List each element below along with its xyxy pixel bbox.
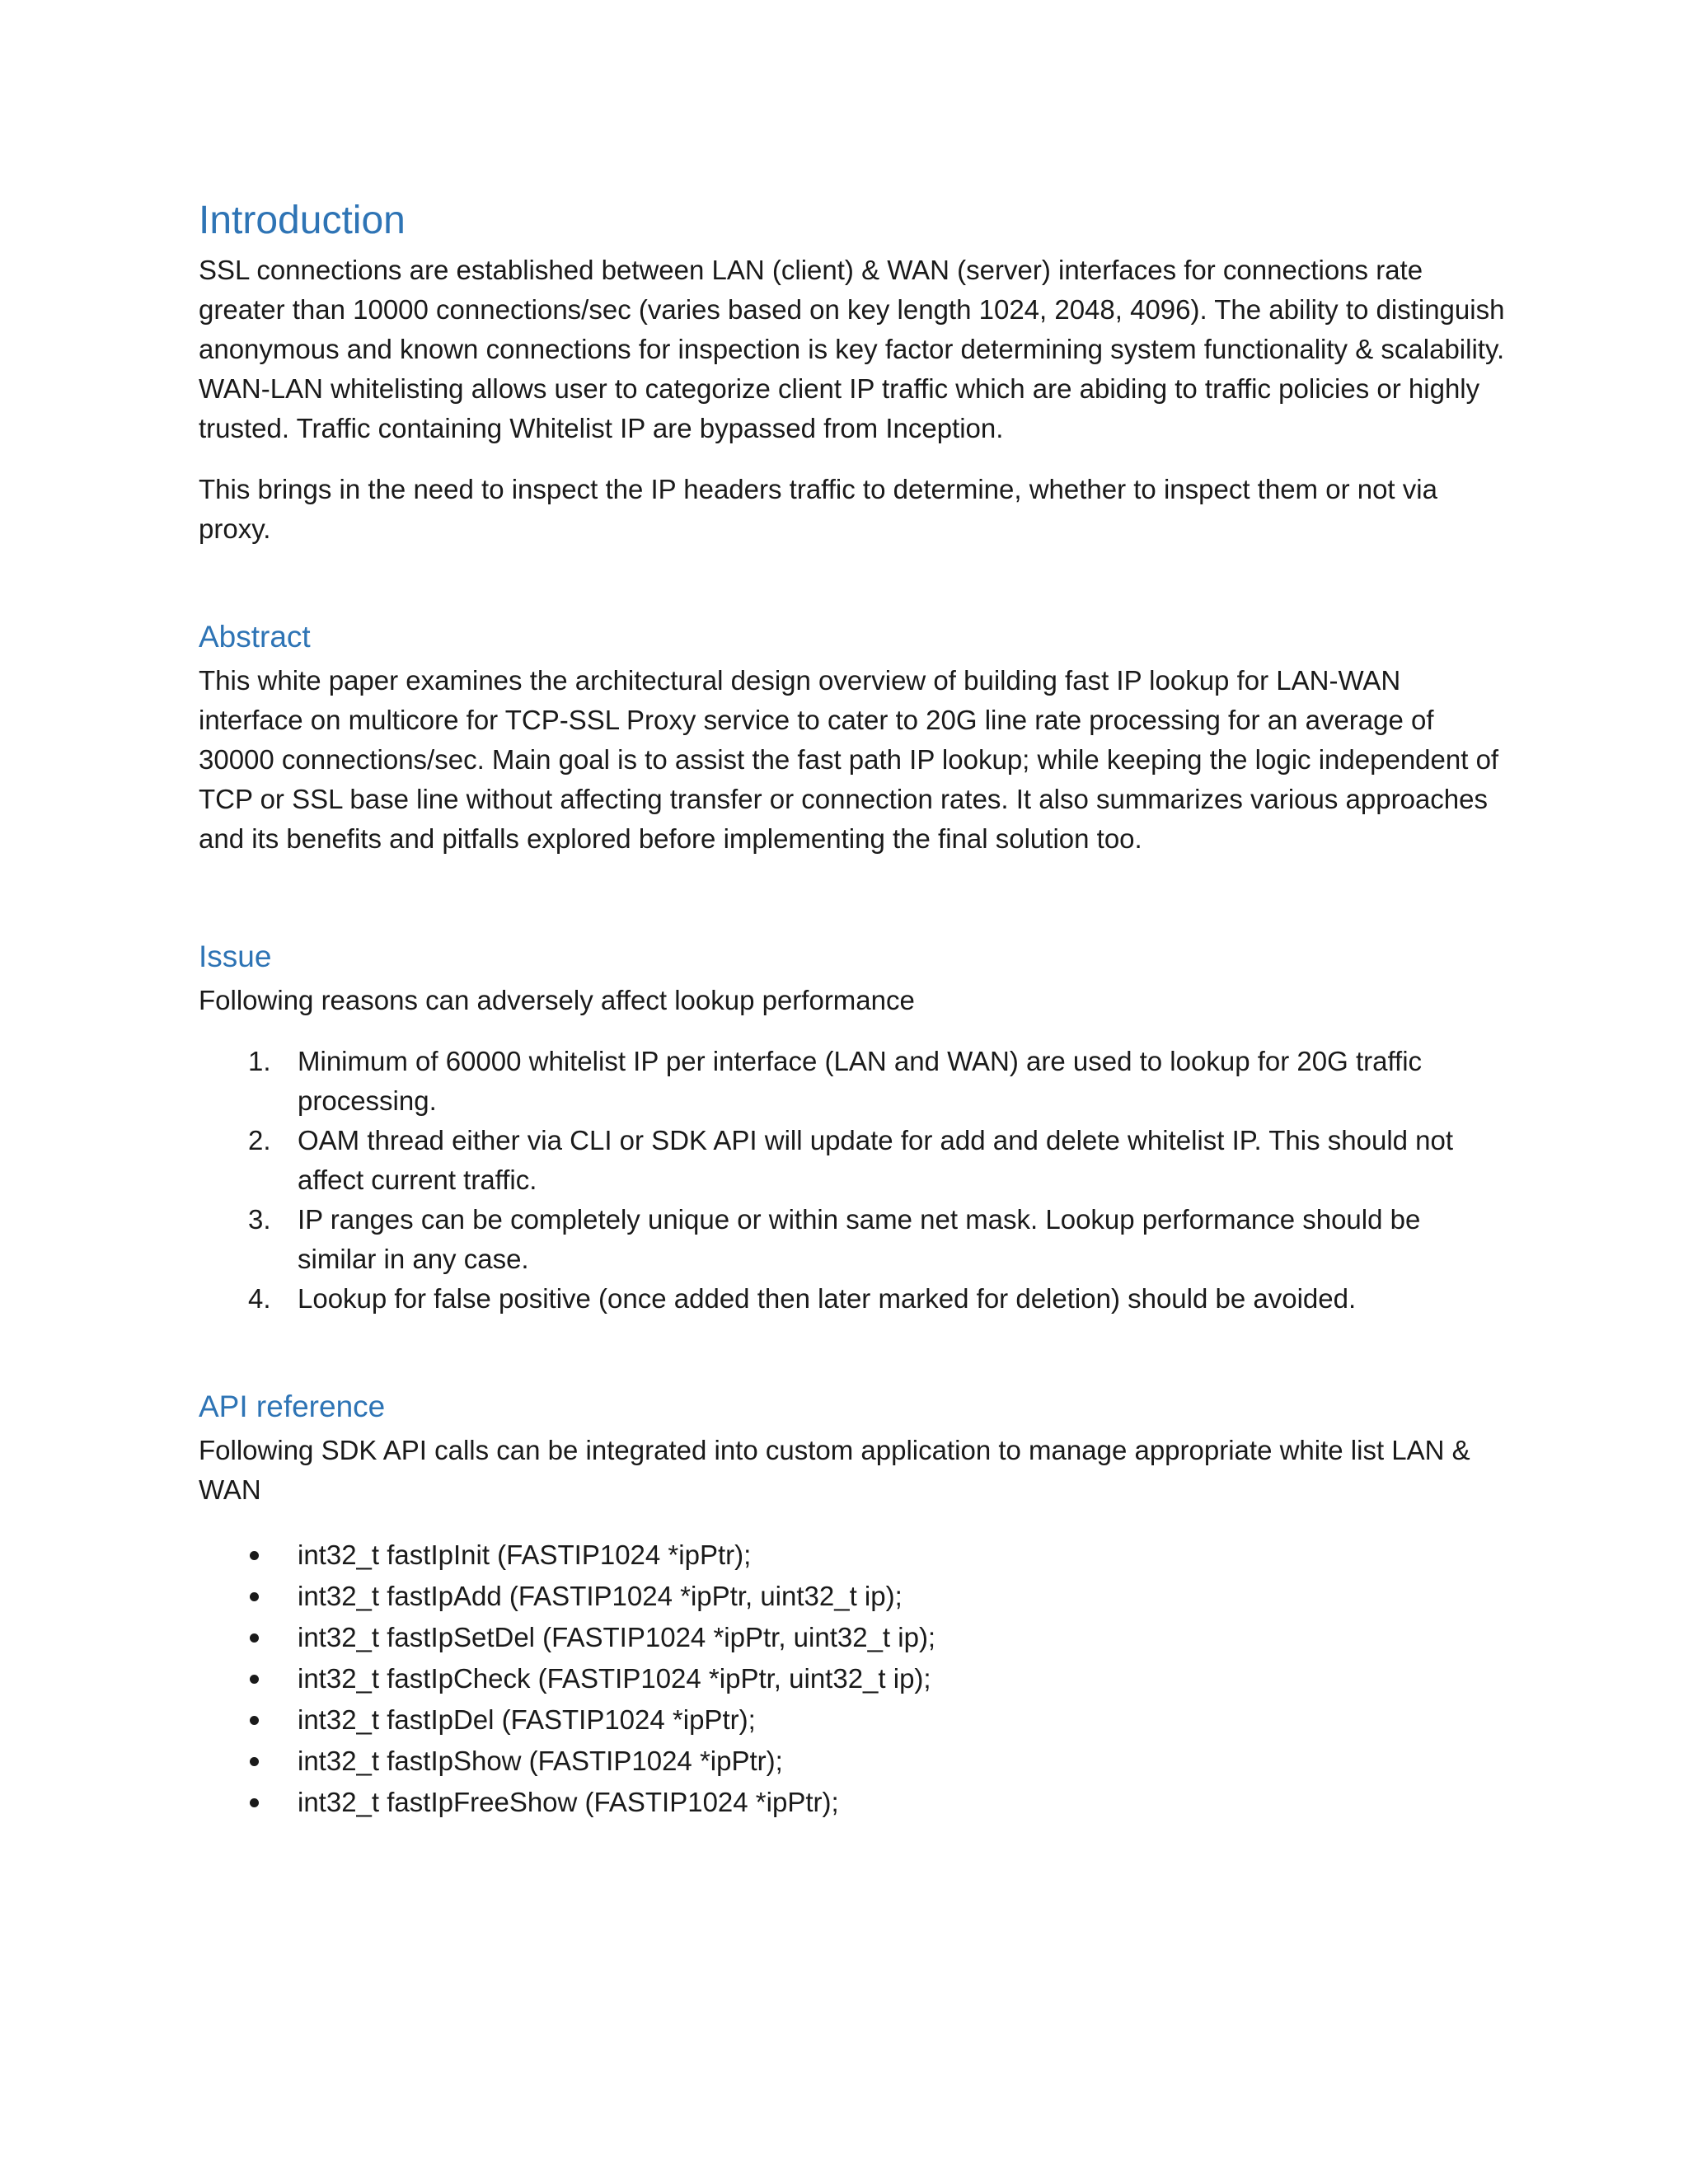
api-list-item <box>199 1658 1505 1699</box>
abstract-heading: Abstract <box>199 620 311 654</box>
api-list <box>199 1535 1505 1823</box>
issue-list <box>199 1042 1505 1319</box>
api-list-item <box>199 1576 1505 1617</box>
api-signature: int32_t fastIpFreeShow (FASTIP1024 *ipPtr); <box>298 1787 839 1817</box>
api-signature: int32_t fastIpDel (FASTIP1024 *ipPtr); <box>298 1704 756 1735</box>
list-item <box>199 1121 1505 1200</box>
api-reference-intro: Following SDK API calls can be integrated into custom application to manage appropriate white list LAN & WAN <box>199 1435 1470 1505</box>
list-item <box>199 1200 1505 1279</box>
abstract-paragraph: This white paper examines the architectural design overview of building fast IP lookup for LAN-WAN interface on multicore for TCP-SSL Proxy service to cater to 20G line rate processing for an average of 30000 connections/sec. Main goal is to assist the fast path IP lookup; while keeping the logic independent of TCP or SSL base line without affecting transfer or connection rates. It also summarizes various approaches and its benefits and pitfalls explored before implementing the final solution too. <box>199 665 1499 854</box>
list-item-text: OAM thread either via CLI or SDK API will update for add and delete whitelist IP. This should not affect current traffic. <box>298 1125 1454 1195</box>
bullet-icon <box>250 1716 259 1725</box>
list-number: 3. <box>248 1204 271 1235</box>
bullet-icon <box>250 1592 259 1601</box>
issue-intro: Following reasons can adversely affect lookup performance <box>199 985 915 1015</box>
api-list-item <box>199 1617 1505 1658</box>
issue-heading: Issue <box>199 940 272 973</box>
api-list-item <box>199 1782 1505 1823</box>
api-list-item <box>199 1535 1505 1576</box>
api-list-item <box>199 1741 1505 1782</box>
list-number: 2. <box>248 1125 271 1155</box>
list-number: 4. <box>248 1283 271 1314</box>
api-reference-section <box>199 1388 1505 1823</box>
api-signature: int32_t fastIpAdd (FASTIP1024 *ipPtr, uint32_t ip); <box>298 1581 903 1611</box>
issue-section <box>199 938 1505 1319</box>
list-item <box>199 1279 1505 1319</box>
abstract-section <box>199 618 1505 859</box>
bullet-icon <box>250 1633 259 1643</box>
api-signature: int32_t fastIpCheck (FASTIP1024 *ipPtr, uint32_t ip); <box>298 1663 931 1694</box>
list-item-text: Minimum of 60000 whitelist IP per interface (LAN and WAN) are used to lookup for 20G traffic processing. <box>298 1046 1423 1116</box>
api-signature: int32_t fastIpSetDel (FASTIP1024 *ipPtr, uint32_t ip); <box>298 1622 936 1652</box>
api-reference-heading: API reference <box>199 1390 386 1423</box>
api-signature: int32_t fastIpInit (FASTIP1024 *ipPtr); <box>298 1540 752 1570</box>
bullet-icon <box>250 1798 259 1807</box>
api-list-item <box>199 1699 1505 1741</box>
list-number: 1. <box>248 1046 271 1076</box>
document-content <box>199 198 1505 1823</box>
bullet-icon <box>250 1757 259 1766</box>
list-item-text: IP ranges can be completely unique or within same net mask. Lookup performance should be similar in any case. <box>298 1204 1421 1274</box>
api-signature: int32_t fastIpShow (FASTIP1024 *ipPtr); <box>298 1746 783 1776</box>
introduction-paragraph-2: This brings in the need to inspect the IP headers traffic to determine, whether to inspect them or not via proxy. <box>199 474 1437 544</box>
bullet-icon <box>250 1675 259 1684</box>
introduction-heading: Introduction <box>199 199 406 242</box>
bullet-icon <box>250 1551 259 1560</box>
introduction-paragraph-1: SSL connections are established between LAN (client) & WAN (server) interfaces for connections rate greater than 10000 connections/sec (varies based on key length 1024, 2048, 4096). The ability to distinguish anonymous and known connections for inspection is key factor determining system functionality & scalability. WAN-LAN whitelisting allows user to categorize client IP traffic which are abiding to traffic policies or highly trusted. Traffic containing Whitelist IP are bypassed from Inception. <box>199 255 1505 443</box>
list-item-text: Lookup for false positive (once added then later marked for deletion) should be avoided. <box>298 1283 1357 1314</box>
list-item <box>199 1042 1505 1121</box>
